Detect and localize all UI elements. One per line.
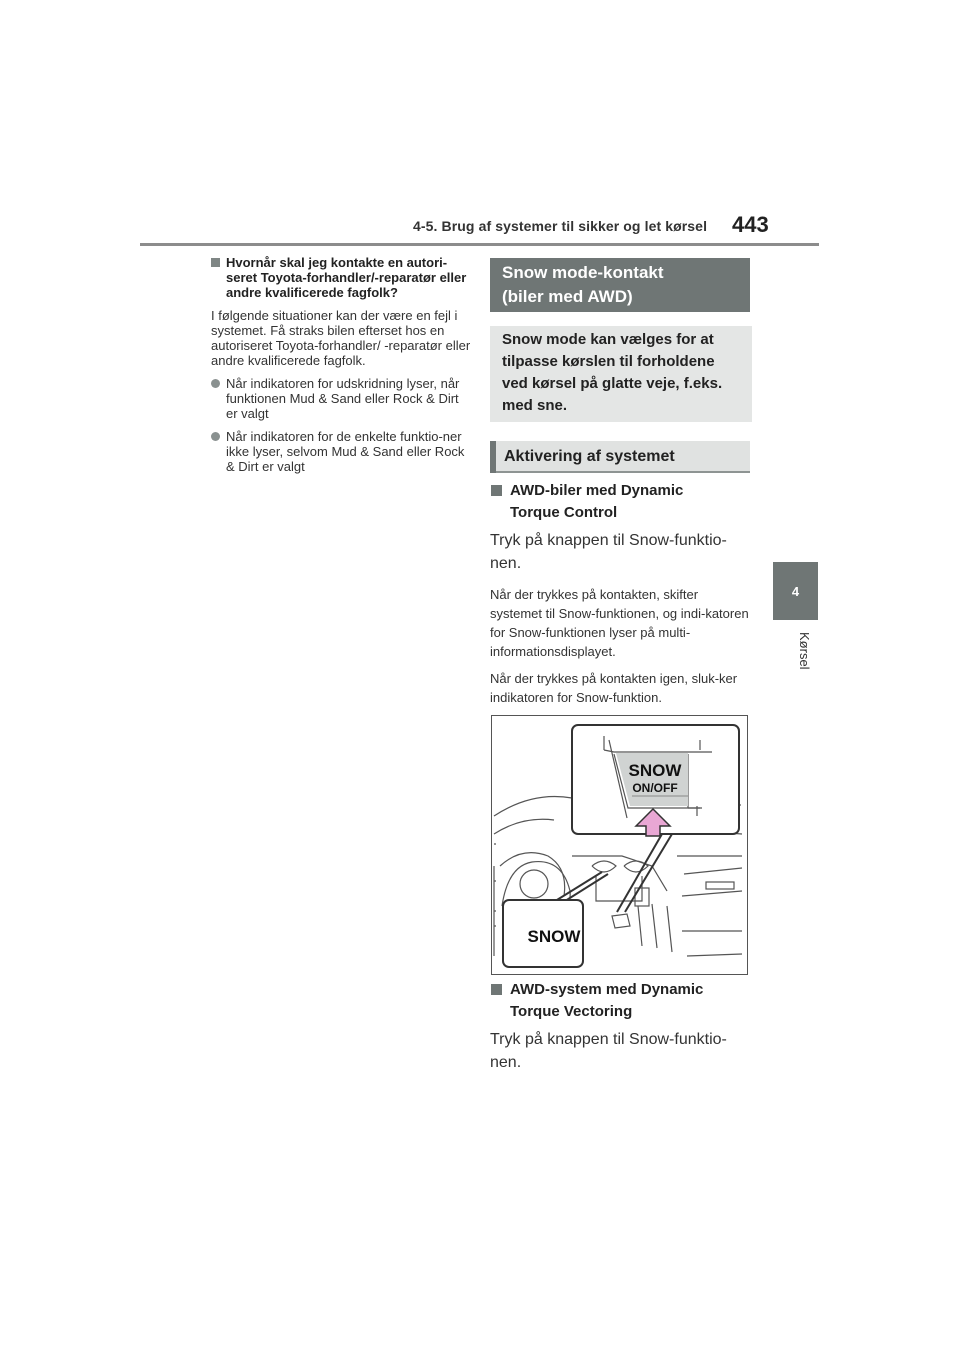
intro-summary: Snow mode kan vælges for at tilpasse kørslen til forholdene ved kørsel på glatte veje, f.eks. med sne. [490,326,752,422]
section-title-line2: (biler med AWD) [502,287,633,306]
callout-label: SNOW [527,927,581,946]
running-header-section: 4-5. Brug af systemer til sikker og let kørsel [413,218,708,234]
chapter-tab-label: Kørsel [797,632,812,670]
square-bullet-icon [491,984,502,995]
page-number: 443 [732,212,769,237]
subsection-title: Aktivering af systemet [490,441,750,473]
instruction-step: Tryk på knappen til Snow-funktio-nen. [490,532,727,572]
block-heading-line1: AWD-system med Dynamic [510,981,704,998]
switch-label-top: SNOW [628,761,682,780]
block-heading-line2: Torque Vectoring [510,1003,633,1020]
circle-bullet-icon [211,432,220,441]
question-text: Hvornår skal jeg kontakte en autori-seret Toyota-forhandler/-reparatør eller andre kvalificerede fagfolk? [226,255,467,300]
question-heading [211,255,473,300]
snow-switch-illustration [491,715,748,975]
header-rule [140,243,819,246]
note-paragraph: Når der trykkes på kontakten igen, sluk-ker indikatoren for Snow-funktion. [490,671,738,705]
subsection-title-accent [490,441,496,473]
block-heading-line1: AWD-biler med Dynamic [510,482,684,499]
list-item-text: Når indikatoren for de enkelte funktio-ner ikke lyser, selvom Mud & Sand eller Rock & Dirt er valgt [226,429,465,474]
section-title [490,258,750,312]
block-heading [490,480,750,524]
square-bullet-icon [491,485,502,496]
circle-bullet-icon [211,379,220,388]
list-item [211,429,473,474]
block-heading-line2: Torque Control [510,504,618,521]
list-item [211,376,473,421]
note-paragraph: Når der trykkes på kontakten, skifter systemet til Snow-funktionen, og indi-katoren for Snow-funktionen lyser på multi-informationsdisplayet. [490,587,749,659]
block-dynamic-torque-vectoring [490,979,750,1074]
chapter-tab: 4 [773,562,818,620]
left-column [211,255,473,474]
switch-label-bottom: ON/OFF [632,781,678,795]
section-title-line1: Snow mode-kontakt [502,263,664,282]
square-bullet-icon [211,258,220,267]
service-paragraph: I følgende situationer kan der være en fejl i systemet. Få straks bilen efterset hos en autoriseret Toyota-forhandler/ -reparatør eller andre kvalificerede fagfolk. [211,308,471,368]
list-item-text: Når indikatoren for udskridning lyser, når funktionen Mud & Sand eller Rock & Dirt er valgt [226,376,460,421]
dashboard-line-art [492,716,748,975]
instruction-step: Tryk på knappen til Snow-funktio-nen. [490,1031,727,1071]
block-dynamic-torque-control [490,480,750,707]
block-heading [490,979,750,1023]
